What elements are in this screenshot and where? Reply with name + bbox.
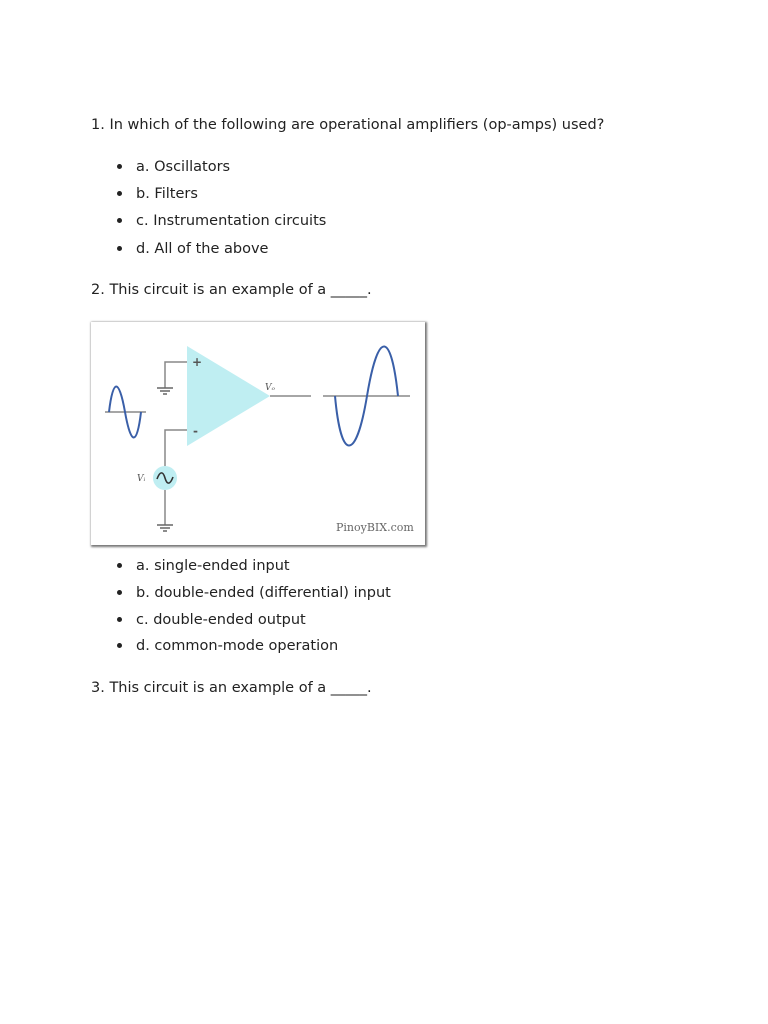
ground-icon bbox=[157, 525, 173, 531]
option-d: d. common-mode operation bbox=[117, 637, 338, 655]
ground-icon bbox=[157, 388, 173, 394]
option-a: a. Oscillators bbox=[117, 158, 230, 176]
option-d: d. All of the above bbox=[117, 240, 268, 258]
bullet-icon bbox=[117, 246, 122, 251]
minus-sign: - bbox=[193, 424, 198, 438]
plus-sign: + bbox=[192, 355, 203, 369]
bullet-icon bbox=[117, 590, 122, 595]
watermark: PinoyBIX.com bbox=[336, 521, 414, 534]
bullet-icon bbox=[117, 164, 122, 169]
option-b: b. Filters bbox=[117, 185, 198, 203]
option-a: a. single-ended input bbox=[117, 557, 290, 575]
op-amp-circuit-figure bbox=[91, 322, 425, 545]
bullet-icon bbox=[117, 563, 122, 568]
bullet-icon bbox=[117, 191, 122, 196]
output-label: Vₒ bbox=[265, 383, 275, 393]
bullet-icon bbox=[117, 617, 122, 622]
bullet-icon bbox=[117, 218, 122, 223]
question-1-text: 1. In which of the following are operational amplifiers (op-amps) used? bbox=[91, 117, 605, 133]
input-label: Vᵢ bbox=[137, 474, 146, 484]
question-3-text: 3. This circuit is an example of a _____. bbox=[91, 680, 372, 696]
option-b: b. double-ended (differential) input bbox=[117, 584, 391, 602]
question-2-text: 2. This circuit is an example of a _____. bbox=[91, 282, 372, 298]
option-c: c. Instrumentation circuits bbox=[117, 212, 326, 230]
option-c: c. double-ended output bbox=[117, 611, 306, 629]
bullet-icon bbox=[117, 643, 122, 648]
